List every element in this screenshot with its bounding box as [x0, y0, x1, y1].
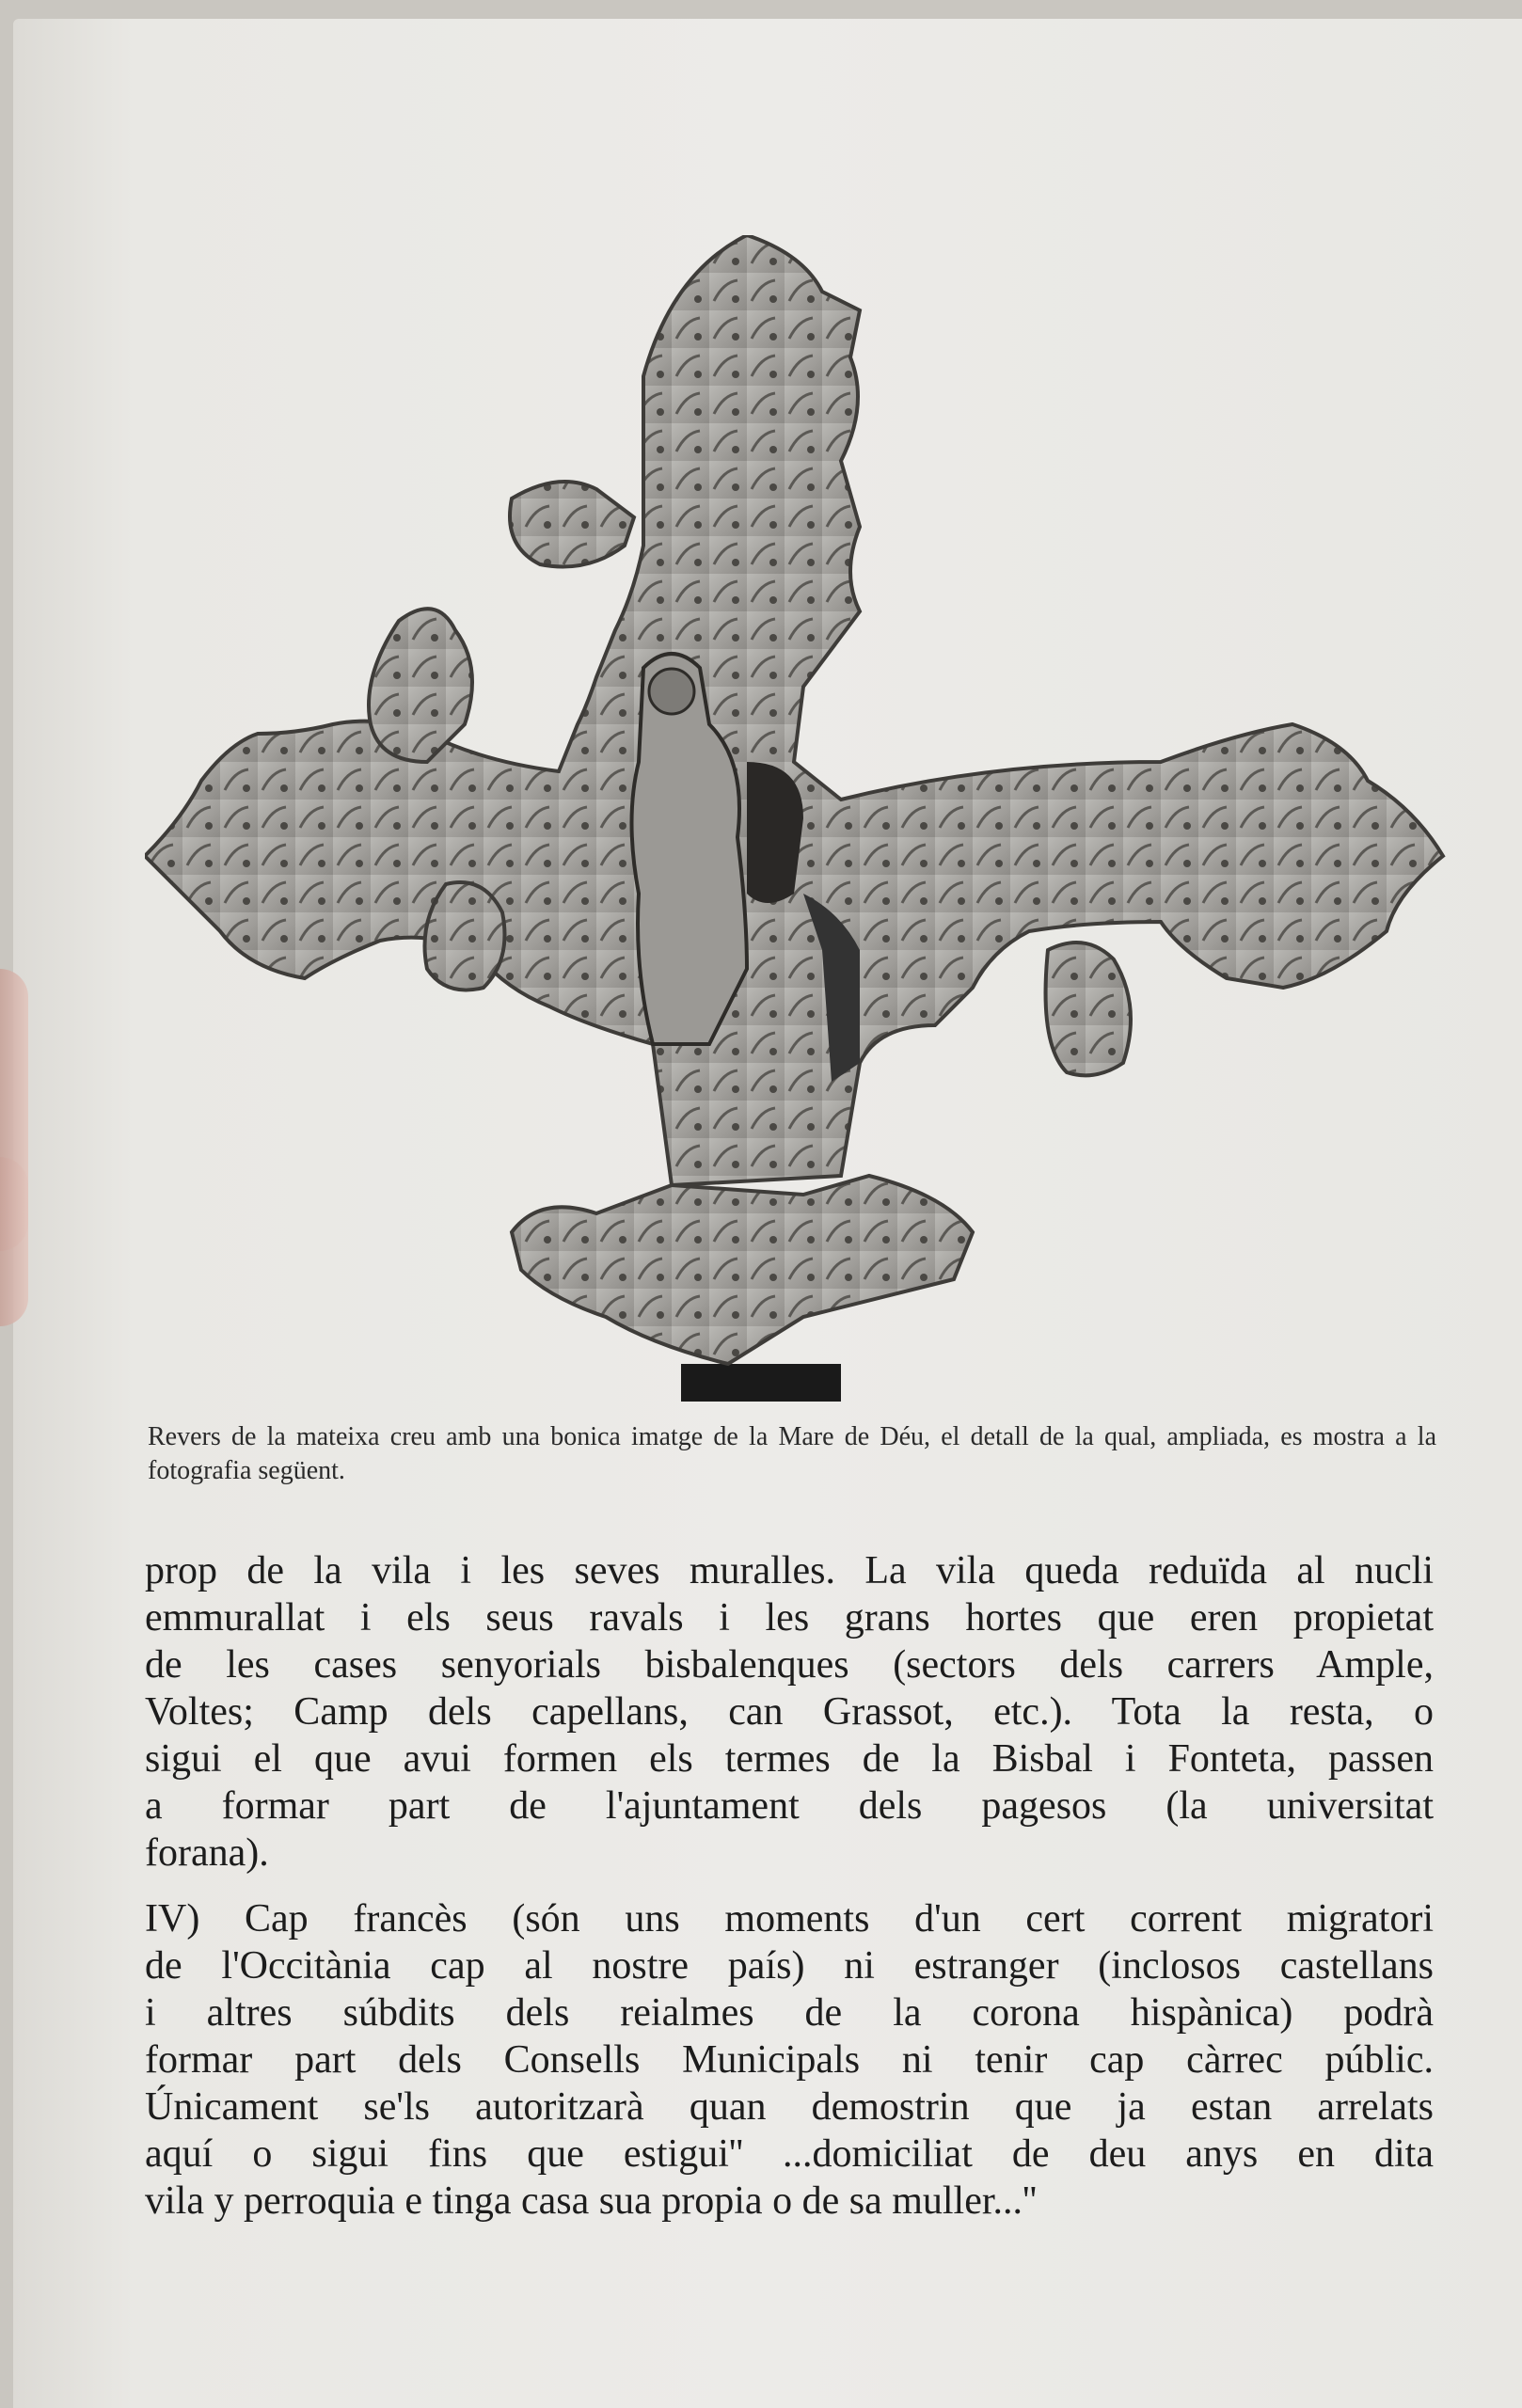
text-line: Únicament se'ls autoritzarà quan demostrin que ja estan arrelats — [145, 2085, 1434, 2129]
body-text — [145, 1547, 1434, 2243]
text-line: prop de la vila i les seves muralles. La vila queda reduïda al nucli — [145, 1549, 1434, 1592]
stone-cross-photo — [145, 235, 1452, 1411]
paragraph-2 — [145, 1895, 1434, 2225]
text-line: forana). — [145, 1831, 269, 1875]
text-line: sigui el que avui formen els termes de la Bisbal i Fonteta, passen — [145, 1737, 1434, 1781]
text-line: IV) Cap francès (són uns moments d'un cert corrent migratori — [145, 1897, 1434, 1941]
text-line: de l'Occitània cap al nostre país) ni estranger (inclosos castellans — [145, 1944, 1434, 1988]
text-line: a formar part de l'ajuntament dels pagesos (la universitat — [145, 1784, 1434, 1828]
text-line: formar part dels Consells Municipals ni tenir cap càrrec públic. — [145, 2038, 1434, 2082]
book-page — [13, 19, 1522, 2408]
figure-caption: Revers de la mateixa creu amb una bonica imatge de la Mare de Déu, el detall de la qual, ampliada, es mostra a la fotografia següent. — [148, 1422, 1436, 1485]
thumb-edge — [0, 1157, 28, 1326]
text-line: de les cases senyorials bisbalenques (sectors dels carrers Ample, — [145, 1643, 1434, 1687]
text-line: aquí o sigui fins que estigui'' ...domiciliat de deu anys en dita — [145, 2132, 1434, 2176]
text-line: Voltes; Camp dels capellans, can Grassot, etc.). Tota la resta, o — [145, 1690, 1434, 1734]
text-line: i altres súbdits dels reialmes de la corona hispànica) podrà — [145, 1991, 1434, 2035]
paragraph-1 — [145, 1547, 1434, 1877]
text-line: emmurallat i els seus ravals i les grans hortes que eren propietat — [145, 1596, 1434, 1640]
text-line: vila y perroquia e tinga casa sua propia o de sa muller...'' — [145, 2179, 1038, 2223]
